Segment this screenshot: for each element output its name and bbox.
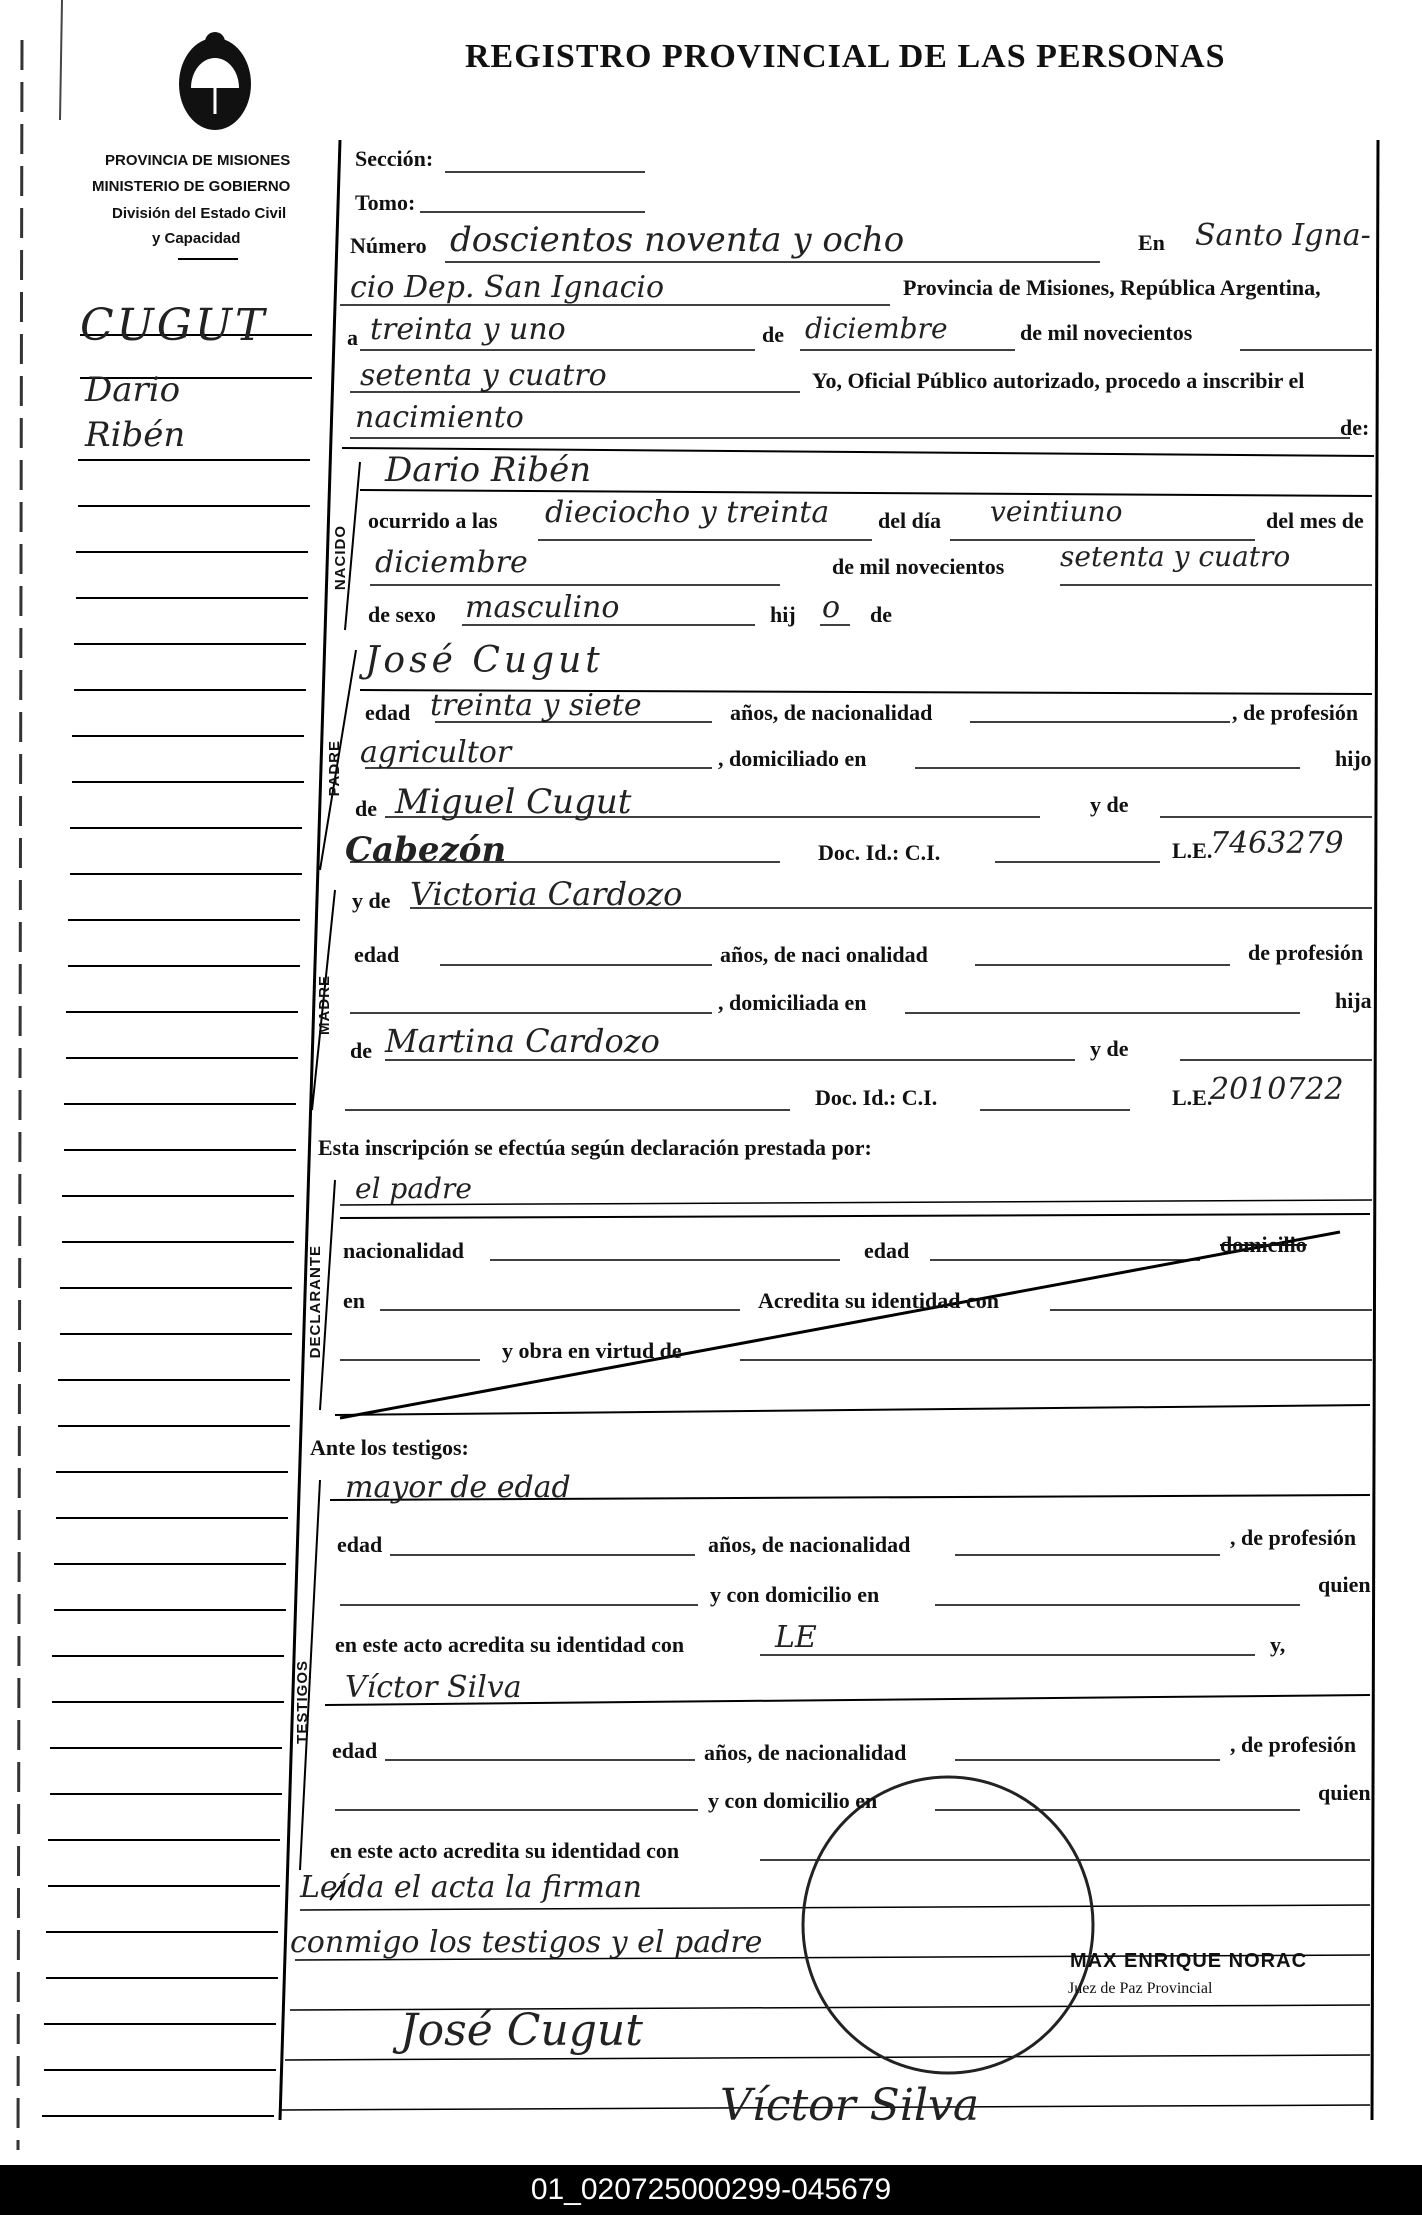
hij-label: hij [770, 602, 796, 627]
margin-surname: CUGUT [80, 300, 268, 351]
madre-side-label: MADRE [316, 975, 333, 1035]
oficial-label: Yo, Oficial Público autorizado, procedo a inscribir el [812, 368, 1305, 393]
edad-madre-label: edad [354, 942, 400, 967]
abuela-m-value: Martina Cardozo [385, 1022, 660, 1060]
en-value: Santo Igna- [1195, 218, 1371, 253]
provincia-label: Provincia de Misiones, República Argentina, [903, 275, 1321, 300]
ministry-label: MINISTERIO DE GOBIERNO [92, 178, 291, 195]
doc-madre-label: Doc. Id.: C.I. [815, 1085, 938, 1110]
anos-nac-t2-label: años, de nacionalidad [704, 1740, 907, 1765]
y-de-padre-label: y de [1090, 792, 1129, 817]
testigo1-value: mayor de edad [345, 1470, 571, 1505]
header-divider [178, 258, 238, 260]
de-label: de [762, 322, 784, 347]
hija-label: hija [1335, 988, 1372, 1013]
padre-side-label: PADRE [326, 740, 343, 797]
profesion-t1-label: , de profesión [1230, 1525, 1357, 1550]
acto-value: nacimiento [355, 400, 524, 435]
abuela-value: Cabezón [345, 830, 507, 870]
a-label: a [347, 325, 358, 350]
hijo-label: hijo [1335, 746, 1372, 771]
ocurrido-label: ocurrido a las [368, 508, 498, 533]
seccion-label: Sección: [355, 146, 434, 171]
division-label: División del Estado Civil [112, 205, 287, 222]
hora-value: dieciocho y treinta [545, 495, 830, 530]
anio-nac-value: setenta y cuatro [1060, 540, 1291, 573]
abuelo-value: Miguel Cugut [395, 782, 632, 822]
obra-dec-label: y obra en virtud de [502, 1338, 682, 1363]
y-de-madre-label: y de [352, 888, 391, 913]
de-mil-nov-label: de mil novecientos [832, 554, 1005, 579]
madre-value: Victoria Cardozo [410, 875, 683, 913]
le-padre-label: L.E. [1172, 838, 1213, 863]
province-label: PROVINCIA DE MISIONES [105, 152, 291, 169]
edad-t1-label: edad [337, 1532, 383, 1557]
note-line-2: conmigo los testigos y el padre [290, 1925, 763, 1960]
domicilio-t1-label: y con domicilio en [710, 1582, 880, 1607]
margin-name-2: Ribén [85, 415, 186, 455]
en-dec-label: en [343, 1288, 365, 1313]
le-padre-value: 7463279 [1210, 826, 1344, 861]
signature-witness: Víctor Silva [720, 2080, 980, 2131]
testigo1-doc-value: LE [775, 1620, 817, 1655]
coat-of-arms-icon [170, 22, 260, 137]
testigos-side-label: TESTIGOS [294, 1660, 311, 1744]
de-abuela-m-label: de [350, 1038, 372, 1063]
de-hij-label: de [870, 602, 892, 627]
signature-father: José Cugut [400, 2005, 643, 2056]
mes-value: diciembre [805, 312, 948, 345]
le-madre-label: L.E. [1172, 1085, 1213, 1110]
numero-value: doscientos noventa y ocho [450, 220, 905, 260]
hij-letra-value: o [822, 590, 841, 625]
padre-value: José Cugut [365, 640, 604, 681]
de-abuelo-label: de [355, 796, 377, 821]
en-value-2: cio Dep. San Ignacio [350, 270, 665, 305]
de-sexo-label: de sexo [368, 602, 436, 627]
edad-padre-value: treinta y siete [430, 688, 642, 723]
domiciliada-label: , domiciliada en [718, 990, 867, 1015]
acto-t2-label: en este acto acredita su identidad con [330, 1838, 680, 1863]
stamp-title: Juez de Paz Provincial [1068, 1980, 1213, 1997]
dia-nac-value: veintiuno [990, 495, 1123, 528]
nombre-value: Dario Ribén [385, 450, 592, 490]
quien-t2-label: quien [1318, 1780, 1371, 1805]
anos-nac-padre-label: años, de nacionalidad [730, 700, 933, 725]
acto-t1-label: en este acto acredita su identidad con [335, 1632, 685, 1657]
domiciliado-label: , domiciliado en [718, 746, 867, 771]
nacionalidad-dec-label: nacionalidad [343, 1238, 465, 1263]
inscripcion-label: Esta inscripción se efectúa según declaración prestada por: [318, 1135, 872, 1160]
del-mes-label: del mes de [1266, 508, 1364, 533]
ante-testigos-label: Ante los testigos: [310, 1435, 469, 1460]
edad-dec-label: edad [864, 1238, 910, 1263]
edad-t2-label: edad [332, 1738, 378, 1763]
de-colon-label: de: [1340, 415, 1370, 440]
declarante-side-label: DECLARANTE [307, 1245, 324, 1359]
document-title: REGISTRO PROVINCIAL DE LAS PERSONAS [465, 38, 1226, 75]
tomo-label: Tomo: [355, 190, 416, 215]
del-dia-label: del día [878, 508, 941, 533]
mil-novecientos-label: de mil novecientos [1020, 320, 1193, 345]
y-de-madre-2-label: y de [1090, 1036, 1129, 1061]
sexo-value: masculino [465, 590, 620, 625]
prof-padre-value: agricultor [360, 735, 512, 770]
declarante-value: el padre [355, 1172, 472, 1205]
profesion-t2-label: , de profesión [1230, 1732, 1357, 1757]
numero-label: Número [350, 233, 427, 258]
profesion-madre-label: de profesión [1248, 940, 1364, 965]
edad-padre-label: edad [365, 700, 411, 725]
le-madre-value: 2010722 [1210, 1072, 1344, 1107]
quien-t1-label: quien [1318, 1572, 1371, 1597]
stamp-name: MAX ENRIQUE NORAC [1070, 1950, 1308, 1972]
division-label-2: y Capacidad [152, 230, 241, 247]
dia-value: treinta y uno [370, 312, 566, 347]
mes-nac-value: diciembre [375, 545, 528, 580]
note-line-1: Leída el acta la firman [300, 1870, 642, 1905]
margin-name-1: Dario [85, 370, 181, 410]
anos-nac-t1-label: años, de nacionalidad [708, 1532, 911, 1557]
domicilio-dec-label: domicilio [1220, 1232, 1307, 1257]
profesion-padre-label: , de profesión [1232, 700, 1359, 725]
en-label: En [1138, 230, 1165, 255]
nacido-side-label: NACIDO [332, 525, 349, 591]
anos-nac-madre-label: años, de naci onalidad [720, 942, 928, 967]
acredita-dec-label: Acredita su identidad con [758, 1288, 1000, 1313]
document-id-footer: 01_020725000299-045679 [0, 2165, 1422, 2215]
anio-value: setenta y cuatro [360, 358, 607, 393]
testigo2-value: Víctor Silva [345, 1670, 522, 1705]
doc-padre-label: Doc. Id.: C.I. [818, 840, 941, 865]
domicilio-t2-label: y con domicilio en [708, 1788, 878, 1813]
y-t1-label: y, [1270, 1632, 1286, 1657]
